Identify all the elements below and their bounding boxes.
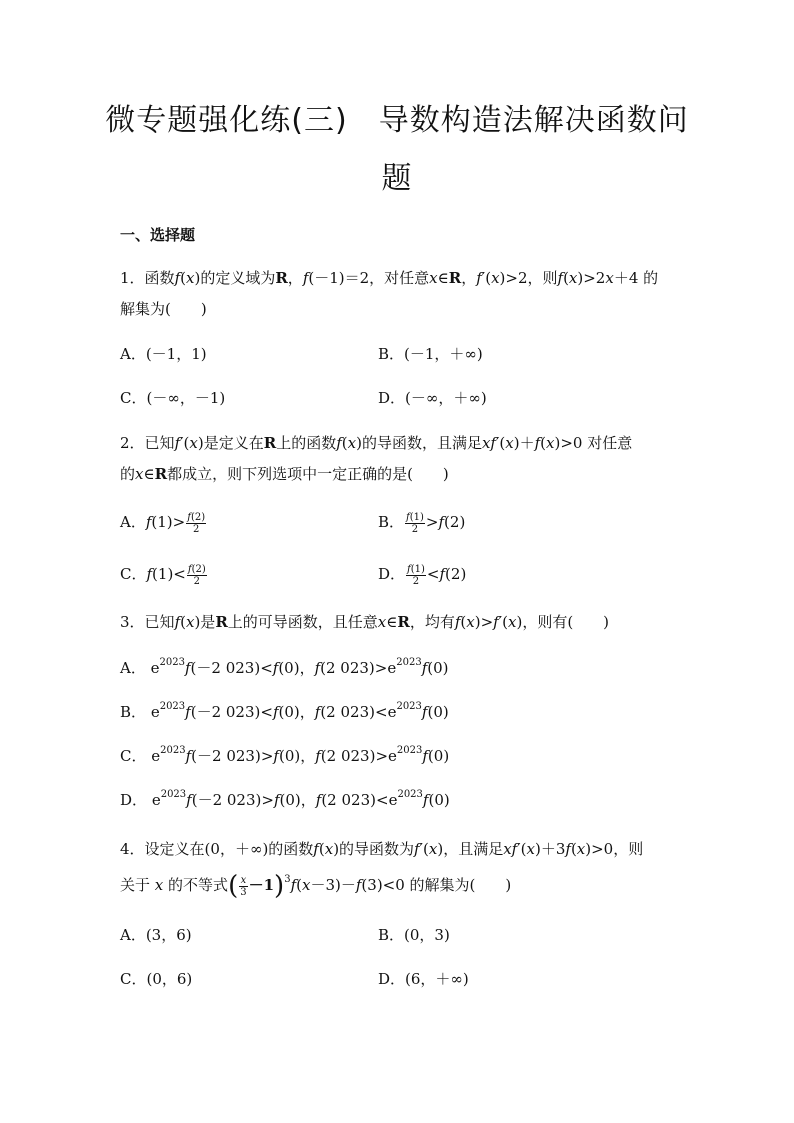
title-line-2: 题 <box>381 161 413 196</box>
q1-option-b[interactable]: B．(－1，＋∞) <box>378 345 483 363</box>
fraction: $\frac{f(2)}{2}$ <box>187 511 206 535</box>
question-4-stem: 4．设定义在(0，＋∞)的函数f(x)的导函数为f′(x)，且满足xf′(x)＋3f(x)>0，则 关于 x 的不等式( $\frac{x}{3}$ －1)$^3$f(x－3)－f(3)<0 的解集为( ) <box>120 840 644 901</box>
q2-option-c[interactable]: C．f(1)< $\frac{f(2)}{2}$ <box>120 563 206 587</box>
q1-option-d[interactable]: D．(－∞，＋∞) <box>378 389 487 407</box>
page-title <box>100 92 694 208</box>
q2-option-d[interactable]: D． $\frac{f(1)}{2}$ <f(2) <box>378 563 467 587</box>
q4-option-b[interactable]: B．(0，3) <box>378 926 450 944</box>
q1-option-c[interactable]: C．(－∞，－1) <box>120 389 226 407</box>
q3-option-d[interactable]: D． $e^{2023}f(-2$ 023)>f(0)，f(2 $023)<e^{2023}f(0)$ <box>120 789 450 809</box>
section-heading: 一、选择题 <box>120 226 196 244</box>
q4-option-a[interactable]: A．(3，6) <box>120 926 192 944</box>
question-2-stem: 2．已知f′(x)是定义在R上的函数f(x)的导函数，且满足xf′(x)＋f(x)>0 对任意 的x∈R都成立，则下列选项中一定正确的是( ) <box>120 434 633 483</box>
q3-option-b[interactable]: B． $e^{2023}f(-2$ 023)<f(0)，f(2 $023)<e^{2023}f(0)$ <box>120 701 449 721</box>
fraction: $\frac{x}{3}$ <box>240 874 247 898</box>
q4-option-d[interactable]: D．(6，＋∞) <box>378 970 469 988</box>
fraction: $\frac{f(1)}{2}$ <box>407 563 425 587</box>
q4-option-c[interactable]: C．(0，6) <box>120 970 193 988</box>
fraction: $\frac{f(2)}{2}$ <box>187 563 206 587</box>
question-1-stem: 1．函数f(x)的定义域为R，f(－1)＝2，对任意x∈R，f′(x)>2，则f(x)>2x＋4 的 解集为( ) <box>120 269 659 318</box>
title-line-1: 微专题强化练(三) 导数构造法解决函数问 <box>105 103 689 138</box>
question-3-stem: 3．已知f(x)是R上的可导函数，且任意x∈R，均有f(x)>f′(x)，则有( ) <box>120 613 610 631</box>
q3-option-c[interactable]: C． $e^{2023}f(-2$ 023)>f(0)，f(2 $023)>e^{2023}f(0)$ <box>120 745 450 765</box>
q1-option-a[interactable]: A．(－1，1) <box>120 345 207 363</box>
fraction: $\frac{f(1)}{2}$ <box>406 511 424 535</box>
q3-option-a[interactable]: A． $e^{2023}f(-2$ 023)<f(0)，f(2 $023)>e^{2023}f(0)$ <box>120 657 449 677</box>
q2-option-a[interactable]: A．f(1)> $\frac{f(2)}{2}$ <box>120 511 206 535</box>
q2-option-b[interactable]: B． $\frac{f(1)}{2}$ >f(2) <box>378 511 466 535</box>
